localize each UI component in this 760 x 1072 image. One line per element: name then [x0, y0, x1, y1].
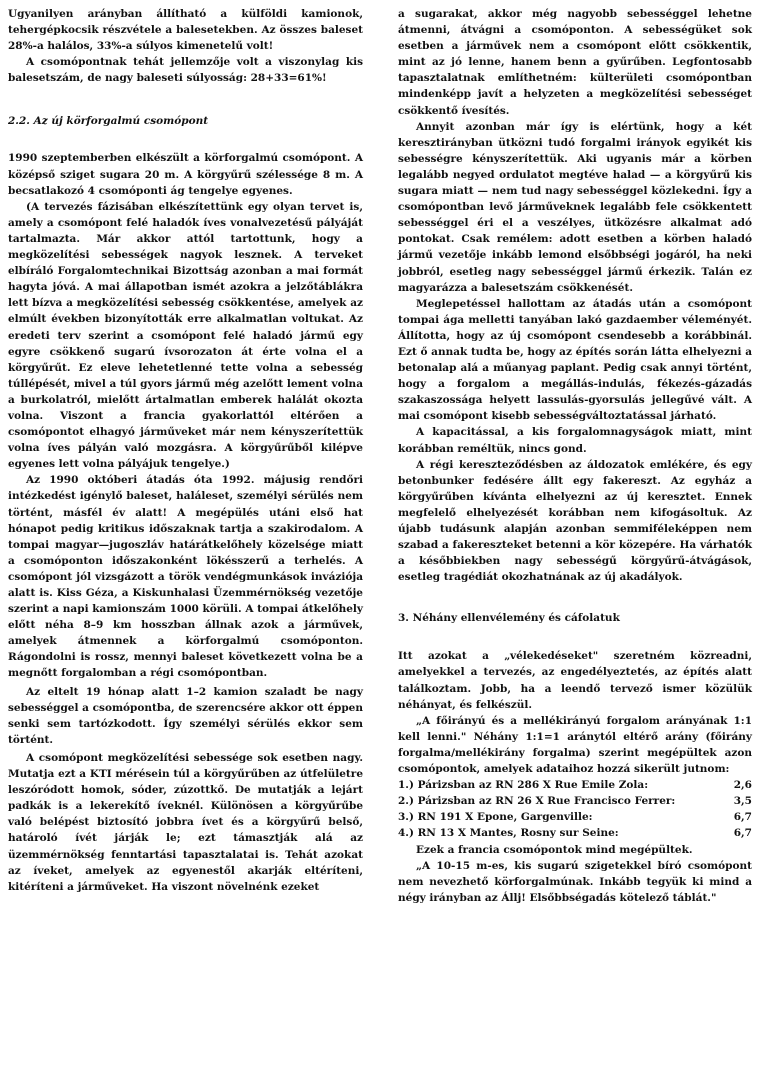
list-item: [398, 777, 752, 793]
list-item: [398, 793, 752, 809]
paragraph: Ugyanilyen arányban állítható a külföldi kamionok, tehergépkocsik részvétele a balesetekben. Az összes baleset 28%-a halálos, 33%-a súlyos kimenetelű volt!: [8, 8, 363, 53]
left-column: [8, 6, 363, 895]
list-item-value: 6,7: [733, 811, 752, 824]
list-item-label: 2.) Párizsban az RN 26 X Rue Francisco Ferrer:: [398, 795, 676, 808]
paragraph: Az 1990 októberi átadás óta 1992. májusig rendőri intézkedést igénylő baleset, haláleset, személyi sérülés nem történt, másfél év alatt! A megépülés utáni első hat hónapot pedig kritikus időszaknak tartja a szakirodalom. A tompai magyar—jugoszláv határátkelőhely közelsége miatt a csomóponton időszakonként lökésszerű a terhelés. A csomópont jól vizsgázott a török vendégmunkások inváziója alatt is. Kiss Géza, a Kiskunhalasi Üzemmérnökség vezetője szerint a napi kamionszám 1000 körüli. A tompai átkelőhely előtt néha 8–9 km hosszban állnak azok a járművek, amelyek átmennek a körforgalmú csomóponton. Rágondolni is rossz, mennyi baleset következett volna be a megnőtt forgalomban a régi csomópontban.: [8, 474, 363, 680]
paragraph: Az eltelt 19 hónap alatt 1–2 kamion szaladt be nagy sebességgel a csomópontba, de szerencsére akkor ott éppen senki sem tartózkodott. Így személyi sérülés ekkor sem történt.: [8, 685, 363, 746]
paragraph: Itt azokat a „vélekedéseket" szeretném közreadni, amelyekkel a tervezés, az engedélyeztetés, az építés alatt találkoztam. Jobb, ha a leendő tervező ismer közülük néhányat, és felkészül.: [398, 650, 752, 711]
paragraph: 1990 szeptemberben elkészült a körforgalmú csomópont. A középső sziget sugara 20 m. A körgyűrű szélessége 8 m. A becsatlakozó 4 csomóponti ág tengelye egyenes.: [8, 152, 363, 197]
paragraph: „A főirányú és a mellékirányú forgalom arányának 1:1 kell lenni." Néhány 1:1=1 aránytól eltérő arány (főirány forgalma/mellékirány forgalma) szerint megépültek azon csomópontok, amelyek adataihoz hozzá sikerült jutnom:: [398, 714, 752, 776]
paragraph: A régi kereszteződésben az áldozatok emlékére, és egy betonbunker fedésére állt egy fakereszt. Az egyház a körgyűrűben kívánta elhelyezni az új keresztet. Ennek megfelelő elhelyezését korábban nem kifogásoltuk. Az újabb tudásunk alapján azonban semmiféleképpen nem szabad a fakereszteket betenni a kör közepére. Ha várhatók a későbbiekben nagy sebességű körgyűrű-átvágások, esetleg tragédiát okozhatnának az új akadályok.: [398, 458, 752, 584]
list-item-label: 1.) Párizsban az RN 286 X Rue Emile Zola:: [398, 779, 649, 792]
paragraph: A csomópont megközelítési sebessége sok esetben nagy. Mutatja ezt a KTI mérésein túl a körgyűrűben az útfelületre leszóródott homok, sóder, zúzottkő. De mutatják a lejárt padkák is a lekerekítő íveknél. Különösen a körgyűrűbe való belépést biztosító jobbra ívet és a körgyűrű belső, határoló ívét járják le; ezt támasztják alá az üzemmérnökség fenntartási tapasztalatai is. Tehát azokat az íveket, amelyek az egyenestől akarják eltéríteni, kitéríteni a járműveket. Ha viszont növelnénk ezeket: [8, 751, 363, 893]
paragraph: „A 10-15 m-es, kis sugarú szigetekkel bíró csomópont nem nevezhető körforgalmúnak. Inkább tegyük ki mind a négy irányban az Állj! Elsőbbségadás kötelező táblát.": [398, 859, 752, 904]
paragraph: A csomópontnak tehát jellemzője volt a viszonylag kis balesetszám, de nagy baleseti súlyosság: 28+33=61%!: [8, 56, 363, 85]
paragraph: a sugarakat, akkor még nagyobb sebességgel lehetne átmenni, átvágni a csomóponton. A sebességüket sok esetben a járművek nem a csomópont előtt csökkentik, mint az jó lenne, hanem benn a gyűrűben. Legfontosabb tapasztalatnak említhetném: külterületi csomópontban mindenképp javít a helyzeten a megközelítési sebességet csökkentő ívesítés.: [398, 8, 752, 117]
section-heading: 3. Néhány ellenvélemény és cáfolatuk: [398, 612, 620, 625]
right-column: [398, 6, 752, 906]
section-heading: 2.2. Az új körforgalmú csomópont: [8, 115, 209, 128]
paragraph: Meglepetéssel hallottam az átadás után a csomópont tompai ága melletti tanyában lakó gazdaember véleményét. Állította, hogy az új csomópont csendesebb a korábbinál. Ezt ő annak tudta be, hogy az építés során látta elhelyezni a betonalap alá a műanyag paplant. Pedig csak annyi történt, hogy a forgalom a megállás-indulás, fékezés-gázadás szakaszossága helyett lassulás-gyorsulás jellegűvé vált. A mai csomópont kisebb sebességváltoztatással járható.: [398, 297, 752, 423]
paragraph: (A tervezés fázisában elkészítettünk egy olyan tervet is, amely a csomópont felé haladók íves vonalvezetésű pályáját tartalmazta. Már akkor attól tartottunk, hogy a megközelítési sebességek nagyok lesznek. A terveket elbíráló Forgalomtechnikai Bizottság azonban a mai formát hagyta jóvá. A mai állapotban ismét azokra a jelzőtáblákra lett bízva a megközelítési sebesség csökkentése, amelyek az elmúlt években bizonyították erre alkalmatlan voltukat. Az eredeti terv szerint a csomópont felé haladó jármű egy egyre csökkenő sugarú ívsorozaton át érte volna el a körgyűrűt. Ez eleve lehetetlenné tette volna a sebesség túllépését, mivel a túl gyors jármű még azelőtt lement volna a burkolatról, mielőtt ártalmatlan emberek halálát okozta volna. Viszont a francia gyakorlattól eltérően a csomópontot elhagyó járműveket már nem kényszerítettük volna íves pályán való mozgásra. A körgyűrűből kilépve egyenes lett volna pályájuk tengelye.): [8, 200, 363, 471]
list-item-value: 6,7: [733, 827, 752, 840]
paragraph: Annyit azonban már így is elértünk, hogy a két keresztirányban ütközni tudó forgalmi irányok egyikét kis sebességre kényszerítettük. Aki ugyanis már a körben legalább negyed ordulatot megtéve halad — a körgyűrű kis sugara miatt — nem tud nagy sebességgel közlekedni. Így a csomópontban levő járműveknek legalább fele csökkentett sebességgel éri el a veszélyes, ütközésre alkalmat adó pontokat. Csak remélem: adott esetben a körben haladó jármű vezetője inkább lemond elsőbbségi jogáról, ha neki jobbról, esetleg nagy sebességgel jármű érkezik. Talán ez magyarázza a balesetszám csökkenését.: [398, 120, 752, 294]
list-item-value: 2,6: [733, 779, 752, 792]
paragraph: A kapacitással, a kis forgalomnagyságok miatt, mint korábban reméltük, nincs gond.: [398, 426, 752, 455]
list-item-label: 4.) RN 13 X Mantes, Rosny sur Seine:: [398, 827, 619, 840]
paragraph: Ezek a francia csomópontok mind megépültek.: [416, 843, 693, 856]
list-item: [398, 825, 752, 841]
list-item-value: 3,5: [733, 795, 752, 808]
list-item: [398, 809, 752, 825]
ratio-list: [398, 777, 752, 841]
list-item-label: 3.) RN 191 X Epone, Gargenville:: [398, 811, 593, 824]
